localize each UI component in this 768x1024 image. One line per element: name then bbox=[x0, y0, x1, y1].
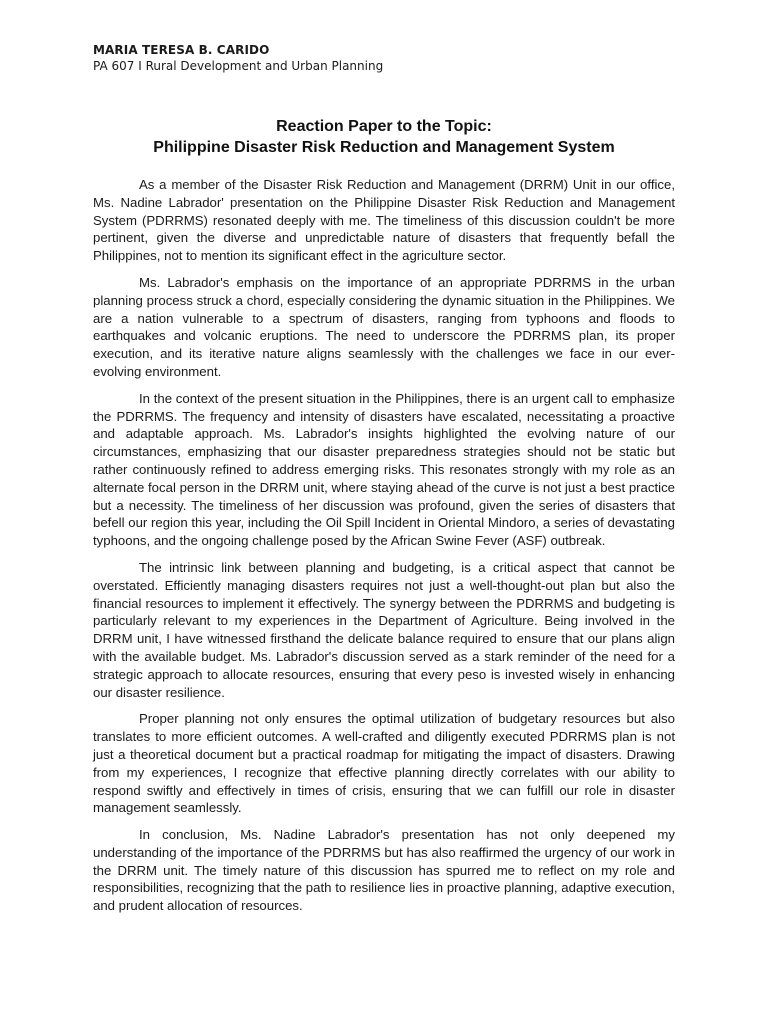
author-name: MARIA TERESA B. CARIDO bbox=[93, 43, 270, 57]
title-line-1: Reaction Paper to the Topic: bbox=[276, 118, 492, 135]
document-title bbox=[93, 116, 675, 158]
paragraph: Proper planning not only ensures the optimal utilization of budgetary resources but also translates to more efficient outcomes. A well-crafted and diligently executed PDRRMS plan is not just a theoretical document but a practical roadmap for mitigating the impact of disasters. Drawing from my experiences, I recognize that effective planning directly correlates with our ability to respond swiftly and effectively in times of crisis, ensuring that we can fulfill our role in disaster management seamlessly. bbox=[93, 711, 675, 816]
document-body bbox=[93, 176, 675, 924]
paragraph: Ms. Labrador's emphasis on the importance of an appropriate PDRRMS in the urban planning process struck a chord, especially considering the dynamic situation in the Philippines. We are a nation vulnerable to a spectrum of disasters, ranging from typhoons and floods to earthquakes and volcanic eruptions. The need to underscore the PDRRMS plan, its proper execution, and its iterative nature aligns seamlessly with the challenges we face in our ever-evolving environment. bbox=[93, 274, 675, 379]
course-line: PA 607 I Rural Development and Urban Planning bbox=[93, 59, 384, 73]
document-header bbox=[93, 42, 383, 75]
title-line-2: Philippine Disaster Risk Reduction and Management System bbox=[153, 139, 615, 156]
paragraph: In conclusion, Ms. Nadine Labrador's presentation has not only deepened my understanding of the importance of the PDRRMS but has also reaffirmed the urgency of our work in the DRRM unit. The timely nature of this discussion has spurred me to reflect on my role and responsibilities, recognizing that the path to resilience lies in proactive planning, adaptive execution, and prudent allocation of resources. bbox=[93, 827, 675, 914]
paragraph: The intrinsic link between planning and budgeting, is a critical aspect that cannot be overstated. Efficiently managing disasters requires not just a well-thought-out plan but also the financial resources to implement it effectively. The synergy between the PDRRMS and budgeting is particularly relevant to my experiences in the Department of Agriculture. Being involved in the DRRM unit, I have witnessed firsthand the delicate balance required to ensure that our plans align with the available budget. Ms. Labrador's discussion served as a stark reminder of the need for a strategic approach to allocate resources, ensuring that every peso is invested wisely in enhancing our disaster resilience. bbox=[93, 559, 675, 700]
paragraph: In the context of the present situation in the Philippines, there is an urgent call to emphasize the PDRRMS. The frequency and intensity of disasters have escalated, necessitating a proactive and adaptable approach. Ms. Labrador's insights highlighted the evolving nature of our circumstances, emphasizing that our disaster preparedness strategies should not be static but rather continuously refined to address emerging risks. This resonates strongly with my role as an alternate focal person in the DRRM unit, where staying ahead of the curve is not just a best practice but a necessity. The timeliness of her discussion was profound, given the series of disasters that befell our region this year, including the Oil Spill Incident in Oriental Mindoro, a series of devastating typhoons, and the ongoing challenge posed by the African Swine Fever (ASF) outbreak. bbox=[93, 390, 675, 549]
paragraph: As a member of the Disaster Risk Reduction and Management (DRRM) Unit in our office, Ms. Nadine Labrador' presentation on the Philippine Disaster Risk Reduction and Management System (PDRRMS) resonated deeply with me. The timeliness of this discussion couldn't be more pertinent, given the diverse and unpredictable nature of disasters that frequently befall the Philippines, not to mention its significant effect in the agriculture sector. bbox=[93, 177, 675, 264]
